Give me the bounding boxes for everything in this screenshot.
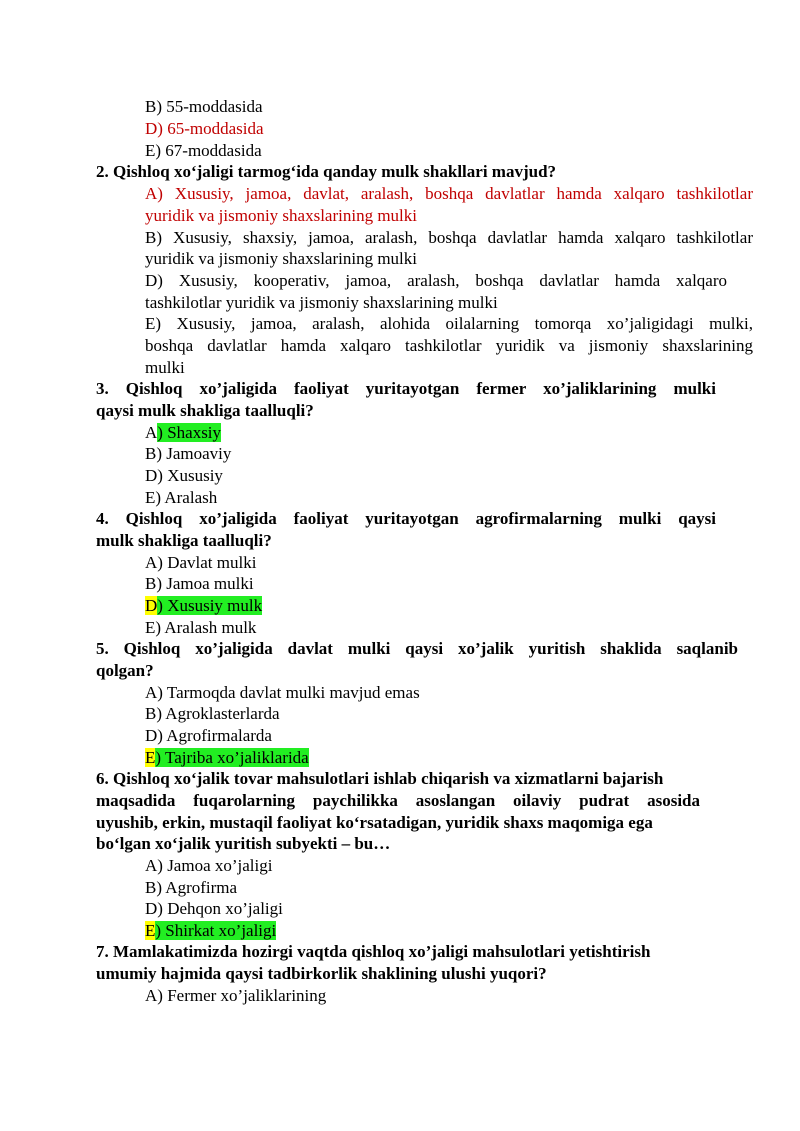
q4-option-b: B) Jamoa mulki (145, 574, 254, 593)
option-e: E) 67-moddasida (145, 141, 262, 160)
highlighted-answer: ) Tajriba xo’jaliklarida (155, 748, 309, 767)
q6-option-a: A) Jamoa xo’jaligi (145, 856, 273, 875)
option-letter: E (145, 748, 156, 767)
q2-option-a-line1: A) Xususiy, jamoa, davlat, aralash, boshqa davlatlar hamda xalqaro tashkilotlar (145, 184, 753, 203)
option-b: B) 55-moddasida (145, 97, 263, 116)
question-2: 2. Qishloq xo‘jaligi tarmog‘ida qanday mulk shakllari mavjud? (96, 162, 557, 181)
question-5-line1: 5. Qishloq xo’jaligida davlat mulki qaysi xo’jalik yuritish shaklida saqlanib (96, 639, 738, 658)
q6-option-e-correct (145, 920, 276, 942)
q4-option-d-correct (145, 595, 262, 617)
q2-option-e-line3: mulki (145, 358, 185, 377)
question-7-line2: umumiy hajmida qaysi tadbirkorlik shaklining ulushi yuqori? (96, 964, 547, 983)
q7-option-a: A) Fermer xo’jaliklarining (145, 986, 327, 1005)
question-6-line2: maqsadida fuqarolarning paychilikka asoslangan oilaviy pudrat asosida (96, 791, 700, 810)
question-3-line2: qaysi mulk shakliga taalluqli? (96, 401, 314, 420)
highlighted-answer: ) Xususiy mulk (157, 596, 263, 615)
option-letter: A (145, 423, 158, 442)
question-4-line2: mulk shakliga taalluqli? (96, 531, 272, 550)
question-4-line1: 4. Qishloq xo’jaligida faoliyat yuritayotgan agrofirmalarning mulki qaysi (96, 509, 716, 528)
q5-option-b: B) Agroklasterlarda (145, 704, 280, 723)
option-letter: D (145, 596, 158, 615)
highlighted-answer: ) Shaxsiy (157, 423, 222, 442)
q3-option-e: E) Aralash (145, 488, 218, 507)
q2-option-b-line2: yuridik va jismoniy shaxslarining mulki (145, 249, 417, 268)
question-6-line4: bo‘lgan xo‘jalik yuritish subyekti – bu… (96, 834, 391, 853)
q2-option-e-line2: boshqa davlatlar hamda xalqaro tashkilotlar yuridik va jismoniy shaxslarining (145, 336, 753, 355)
q2-option-d-line1: D) Xususiy, kooperativ, jamoa, aralash, boshqa davlatlar hamda xalqaro (145, 271, 727, 290)
q5-option-e-correct (145, 747, 309, 769)
q4-option-a: A) Davlat mulki (145, 553, 257, 572)
q2-option-b-line1: B) Xususiy, shaxsiy, jamoa, aralash, boshqa davlatlar hamda xalqaro tashkilotlar (145, 228, 753, 247)
q3-option-b: B) Jamoaviy (145, 444, 232, 463)
q2-option-a-line2: yuridik va jismoniy shaxslarining mulki (145, 206, 417, 225)
question-6-line1: 6. Qishloq xo‘jalik tovar mahsulotlari ishlab chiqarish va xizmatlarni bajarish (96, 769, 664, 788)
q3-option-d: D) Xususiy (145, 466, 223, 485)
question-3-line1: 3. Qishloq xo’jaligida faoliyat yuritayotgan fermer xo’jaliklarining mulki (96, 379, 716, 398)
question-6-line3: uyushib, erkin, mustaqil faoliyat ko‘rsatadigan, yuridik shaxs maqomiga ega (96, 813, 653, 832)
q3-option-a-correct (145, 422, 221, 444)
q5-option-a: A) Tarmoqda davlat mulki mavjud emas (145, 683, 420, 702)
question-7-line1: 7. Mamlakatimizda hozirgi vaqtda qishloq xo’jaligi mahsulotlari yetishtirish (96, 942, 651, 961)
q4-option-e: E) Aralash mulk (145, 618, 257, 637)
q2-option-d-line2: tashkilotlar yuridik va jismoniy shaxslarining mulki (145, 293, 498, 312)
q2-option-e-line1: E) Xususiy, jamoa, aralash, alohida oilalarning tomorqa xo’jaligidagi mulki, (145, 314, 753, 333)
q6-option-d: D) Dehqon xo’jaligi (145, 899, 283, 918)
option-d-correct: D) 65-moddasida (145, 119, 264, 138)
question-5-line2: qolgan? (96, 661, 154, 680)
highlighted-answer: ) Shirkat xo’jaligi (155, 921, 277, 940)
option-letter: E (145, 921, 156, 940)
q5-option-d: D) Agrofirmalarda (145, 726, 272, 745)
q6-option-b: B) Agrofirma (145, 878, 238, 897)
